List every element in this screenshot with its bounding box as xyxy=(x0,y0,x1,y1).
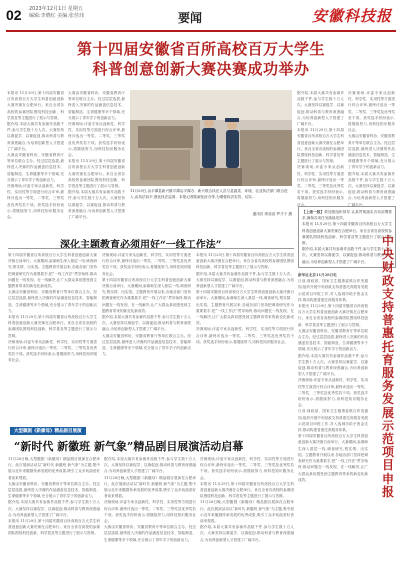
news-photo xyxy=(130,90,292,186)
feature-headline: 深化主题教育必须用好“一线工作法” xyxy=(60,240,222,251)
bottom-column-2: 据介绍,本届大赛共有参赛作品数千件,参与学生数十万人次。大赛坚持以赛促学、以赛促创,推动科普与教育深度融合,为培养创新型人才搭建了广阔平台。 11月28日晚,大型徽剧《新徽母》精品剧目展演在合肥举行。此次展演活动以“新时代 新徽班 新气象”为主题,集中展示近年来徽剧传承发展的优秀成果,吸引了众多戏曲爱好者前来观看。 决赛现场,评委专家从创新性、科学性、实用性等方面进行综合评审,最终评选出一等奖、二等奖、三等奖及优秀奖若干项。获奖选手纷纷表示,将继续努力,用科技知识服务社会。 大赛由安徽省科协、安徽省教育厅等单位联合主办。经过层层选拔,最终进入决赛的作品涵盖信息技术、智能制造、生命健康等多个领域,充分展示了青年学子的创新活力。 xyxy=(104,457,196,542)
photo-credit: 通讯员 廖蕊蕊 罗才子 摄 xyxy=(252,212,292,216)
newspaper-logo: 安徽科技报 xyxy=(311,7,392,25)
bottom-tab-label: 大型徽剧《新徽母》精品剧目展演 xyxy=(10,427,86,435)
bottom-column-1: 11月28日晚,大型徽剧《新徽母》精品剧目展演在合肥举行。此次展演活动以“新时代 新徽班 新气象”为主题,集中展示近年来徽剧传承发展的优秀成果,吸引了众多戏曲爱好者前来观看。 大赛由安徽省科协、安徽省教育厅等单位联合主办。经过层层选拔,最终进入决赛的作品涵盖信息技术、智能制造、生命健康等多个领域,充分展示了青年学子的创新活力。 据介绍,本届大赛共有参赛作品数千件,参与学生数十万人次。大赛坚持以赛促学、以赛促创,推动科普与教育深度融合,为培养创新型人才搭建了广阔平台。 本报讯 11月29日,第十四届安徽省百所高校百万大学生科普创意创新大赛决赛在合肥举行。来自全省各高校的参赛团队围绕科技创新、科学普及等主题进行了展示与答辩。 xyxy=(8,457,100,536)
feature-column-2: 决赛现场,评委专家从创新性、科学性、实用性等方面进行综合评审,最终评选出一等奖、二等奖、三等奖及优秀奖若干项。获奖选手纷纷表示,将继续努力,用科技知识服务社会。 第十四届安徽省百所高校百万大学生科普创意创新大赛决赛日前举行。大赛期间,参赛师生深入基层一线,调查研究,察实情、出实招。主题教育开展以来,各地各部门坚持把调查研究作为重要抓手,把“一线工作法”贯穿始终,推动问题在一线发现、在一线解决,让广大群众真切感受到主题教育带来的新变化新成效。 据介绍,本届大赛共有参赛作品数千件,参与学生数十万人次。大赛坚持以赛促学、以赛促创,推动科普与教育深度融合,为培养创新型人才搭建了广阔平台。 大赛由安徽省科协、安徽省教育厅等单位联合主办。经过层层选拔,最终进入决赛的作品涵盖信息技术、智能制造、生命健康等多个领域,充分展示了青年学子的创新活力。 xyxy=(102,253,191,357)
photo-caption: 11月29日,由平潭县新兴镇平潭沿平潭办、新兴联合执法人员与县蔬菜、环境、农业执法部门联合进入,由执法局平,强化执法监督、本报记者陈淑化协办等,为增强执法实效、切实… xyxy=(130,189,288,199)
issue-meta xyxy=(29,6,84,20)
page-header xyxy=(0,0,402,30)
main-headline-line1: 第十四届安徽省百所高校百万大学生 xyxy=(76,40,325,58)
bottom-column-3: 决赛现场,评委专家从创新性、科学性、实用性等方面进行综合评审,最终评选出一等奖、二等奖、三等奖及优秀奖若干项。获奖选手纷纷表示,将继续努力,用科技知识服务社会。 本报讯 11月29日,第十四届安徽省百所高校百万大学生科普创意创新大赛决赛在合肥举行。来自全省各高校的参赛团队围绕科技创新、科学普及等主题进行了展示与答辩。 11月28日晚,大型徽剧《新徽母》精品剧目展演在合肥举行。此次展演活动以“新时代 新徽班 新气象”为主题,集中展示近年来徽剧传承发展的优秀成果,吸引了众多戏曲爱好者前来观看。 据介绍,本届大赛共有参赛作品数千件,参与学生数十万人次。大赛坚持以赛促学、以赛促创,推动科普与教育深度融合,为培养创新型人才搭建了广阔平台。 xyxy=(200,457,294,542)
page-number: 02 xyxy=(6,7,22,23)
editor-line: 编辑:李晓红 美编:张佳玮 xyxy=(29,13,84,19)
vertical-headline: 中央财政支持普惠托育服务发展示范项目申报 xyxy=(381,234,394,499)
date-line: 2023年12月1日 星期五 xyxy=(29,6,83,12)
boxed-note-label: 【上接一版】 xyxy=(302,210,325,214)
main-headline-line2: 科普创意创新大赛决赛成功举办 xyxy=(92,60,310,78)
boxed-note: 【上接一版】要加强组织领导,认真贯彻落实各项部署要求,确保各项任务落地见效。 本报讯 11月29日,第十四届安徽省百所高校百万大学生科普创意创新大赛决赛在合肥举行。来自全省各高校的参赛团队围绕科技创新、科学普及等主题进行了展示与答辩。 据介绍,本届大赛共有参赛作品数千件,参与学生数十万人次。大赛坚持以赛促学、以赛促创,推动科普与教育深度融合,为培养创新型人才搭建了广阔平台。 xyxy=(298,206,396,268)
feature-column-1: 第十四届安徽省百所高校百万大学生科普创意创新大赛决赛日前举行。大赛期间,参赛师生深入基层一线,调查研究,察实情、出实招。主题教育开展以来,各地各部门坚持把调查研究作为重要抓手,把“一线工作法”贯穿始终,推动问题在一线发现、在一线解决,让广大群众真切感受到主题教育带来的新变化新成效。 大赛由安徽省科协、安徽省教育厅等单位联合主办。经过层层选拔,最终进入决赛的作品涵盖信息技术、智能制造、生命健康等多个领域,充分展示了青年学子的创新活力。 本报讯 11月29日,第十四届安徽省百所高校百万大学生科普创意创新大赛决赛在合肥举行。来自全省各高校的参赛团队围绕科技创新、科学普及等主题进行了展示与答辩。 决赛现场,评委专家从创新性、科学性、实用性等方面进行综合评审,最终评选出一等奖、二等奖、三等奖及优秀奖若干项。获奖选手纷纷表示,将继续努力,用科技知识服务社会。 xyxy=(8,253,97,363)
bottom-headline: “新时代 新徽班 新气象”精品剧目展演活动启幕 xyxy=(14,440,244,453)
article-column-2: 大赛由安徽省科协、安徽省教育厅等单位联合主办。经过层层选拔,最终进入决赛的作品涵盖信息技术、智能制造、生命健康等多个领域,充分展示了青年学子的创新活力。 决赛现场,评委专家从创新性、科学性、实用性等方面进行综合评审,最终评选出一等奖、二等奖、三等奖及优秀奖若干项。获奖选手纷纷表示,将继续努力,用科技知识服务社会。 本报讯 11月29日,第十四届安徽省百所高校百万大学生科普创意创新大赛决赛在合肥举行。来自全省各高校的参赛团队围绕科技创新、科学普及等主题进行了展示与答辩。 据介绍,本届大赛共有参赛作品数千件,参与学生数十万人次。大赛坚持以赛促学、以赛促创,推动科普与教育深度融合,为培养创新型人才搭建了广阔平台。 xyxy=(68,91,125,220)
vertical-article-body: 新华社北京11月28日电 日前,财政部、国家卫生健康委联合印发通知,组织开展中央财政支持普惠托育服务发展示范项目申报工作,对入选城市给予资金支持,推动构建普惠托育服务体系。 本报讯 11月29日,第十四届安徽省百所高校百万大学生科普创意创新大赛决赛在合肥举行。来自全省各高校的参赛团队围绕科技创新、科学普及等主题进行了展示与答辩。 大赛由安徽省科协、安徽省教育厅等单位联合主办。经过层层选拔,最终进入决赛的作品涵盖信息技术、智能制造、生命健康等多个领域,充分展示了青年学子的创新活力。 据介绍,本届大赛共有参赛作品数千件,参与学生数十万人次。大赛坚持以赛促学、以赛促创,推动科普与教育深度融合,为培养创新型人才搭建了广阔平台。 决赛现场,评委专家从创新性、科学性、实用性等方面进行综合评审,最终评选出一等奖、二等奖、三等奖及优秀奖若干项。获奖选手纷纷表示,将继续努力,用科技知识服务社会。 日前,财政部、国家卫生健康委联合印发通知,组织开展中央财政支持普惠托育服务发展示范项目申报工作,对入选城市给予资金支持,推动构建普惠托育服务体系。 第十四届安徽省百所高校百万大学生科普创意创新大赛决赛日前举行。大赛期间,参赛师生深入基层一线,调查研究,察实情、出实招。主题教育开展以来,各地各部门坚持把调查研究作为重要抓手,把“一线工作法”贯穿始终,推动问题在一线发现、在一线解决,让广大群众真切感受到主题教育带来的新变化新成效。 xyxy=(298,273,368,482)
vertical-byline: 新华社北京11月28日电 xyxy=(298,273,337,277)
header-rule xyxy=(6,30,396,32)
article-column-1: 本报讯 11月29日,第十四届安徽省百所高校百万大学生科普创意创新大赛决赛在合肥举行。来自全省各高校的参赛团队围绕科技创新、科学普及等主题进行了展示与答辩。 据介绍,本届大赛共有参赛作品数千件,参与学生数十万人次。大赛坚持以赛促学、以赛促创,推动科普与教育深度融合,为培养创新型人才搭建了广阔平台。 大赛由安徽省科协、安徽省教育厅等单位联合主办。经过层层选拔,最终进入决赛的作品涵盖信息技术、智能制造、生命健康等多个领域,充分展示了青年学子的创新活力。 决赛现场,评委专家从创新性、科学性、实用性等方面进行综合评审,最终评选出一等奖、二等奖、三等奖及优秀奖若干项。获奖选手纷纷表示,将继续努力,用科技知识服务社会。 xyxy=(7,91,64,220)
article-column-3: 据介绍,本届大赛共有参赛作品数千件,参与学生数十万人次。大赛坚持以赛促学、以赛促创,推动科普与教育深度融合,为培养创新型人才搭建了广阔平台。 本报讯 11月29日,第十四届安徽省百所高校百万大学生科普创意创新大赛决赛在合肥举行。来自全省各高校的参赛团队围绕科技创新、科学普及等主题进行了展示与答辩。 决赛现场,评委专家从创新性、科学性、实用性等方面进行综合评审,最终评选出一等奖、二等奖、三等奖及优秀奖若干项。获奖选手纷纷表示,将继续努力,用科技知识服务社会。 xyxy=(297,91,344,207)
feature-rule xyxy=(8,248,294,249)
feature-column-3: 本报讯 11月29日,第十四届安徽省百所高校百万大学生科普创意创新大赛决赛在合肥举行。来自全省各高校的参赛团队围绕科技创新、科学普及等主题进行了展示与答辩。 据介绍,本届大赛共有参赛作品数千件,参与学生数十万人次。大赛坚持以赛促学、以赛促创,推动科普与教育深度融合,为培养创新型人才搭建了广阔平台。 第十四届安徽省百所高校百万大学生科普创意创新大赛决赛日前举行。大赛期间,参赛师生深入基层一线,调查研究,察实情、出实招。主题教育开展以来,各地各部门坚持把调查研究作为重要抓手,把“一线工作法”贯穿始终,推动问题在一线发现、在一线解决,让广大群众真切感受到主题教育带来的新变化新成效。 决赛现场,评委专家从创新性、科学性、实用性等方面进行综合评审,最终评选出一等奖、二等奖、三等奖及优秀奖若干项。获奖选手纷纷表示,将继续努力,用科技知识服务社会。 xyxy=(196,253,294,344)
section-title: 要闻 xyxy=(178,11,203,25)
article-column-4: 决赛现场,评委专家从创新性、科学性、实用性等方面进行综合评审,最终评选出一等奖、二等奖、三等奖及优秀奖若干项。获奖选手纷纷表示,将继续努力,用科技知识服务社会。 大赛由安徽省科协、安徽省教育厅等单位联合主办。经过层层选拔,最终进入决赛的作品涵盖信息技术、智能制造、生命健康等多个领域,充分展示了青年学子的创新活力。 据介绍,本届大赛共有参赛作品数千件,参与学生数十万人次。大赛坚持以赛促学、以赛促创,推动科普与教育深度融合,为培养创新型人才搭建了广阔平台。 xyxy=(348,91,395,207)
